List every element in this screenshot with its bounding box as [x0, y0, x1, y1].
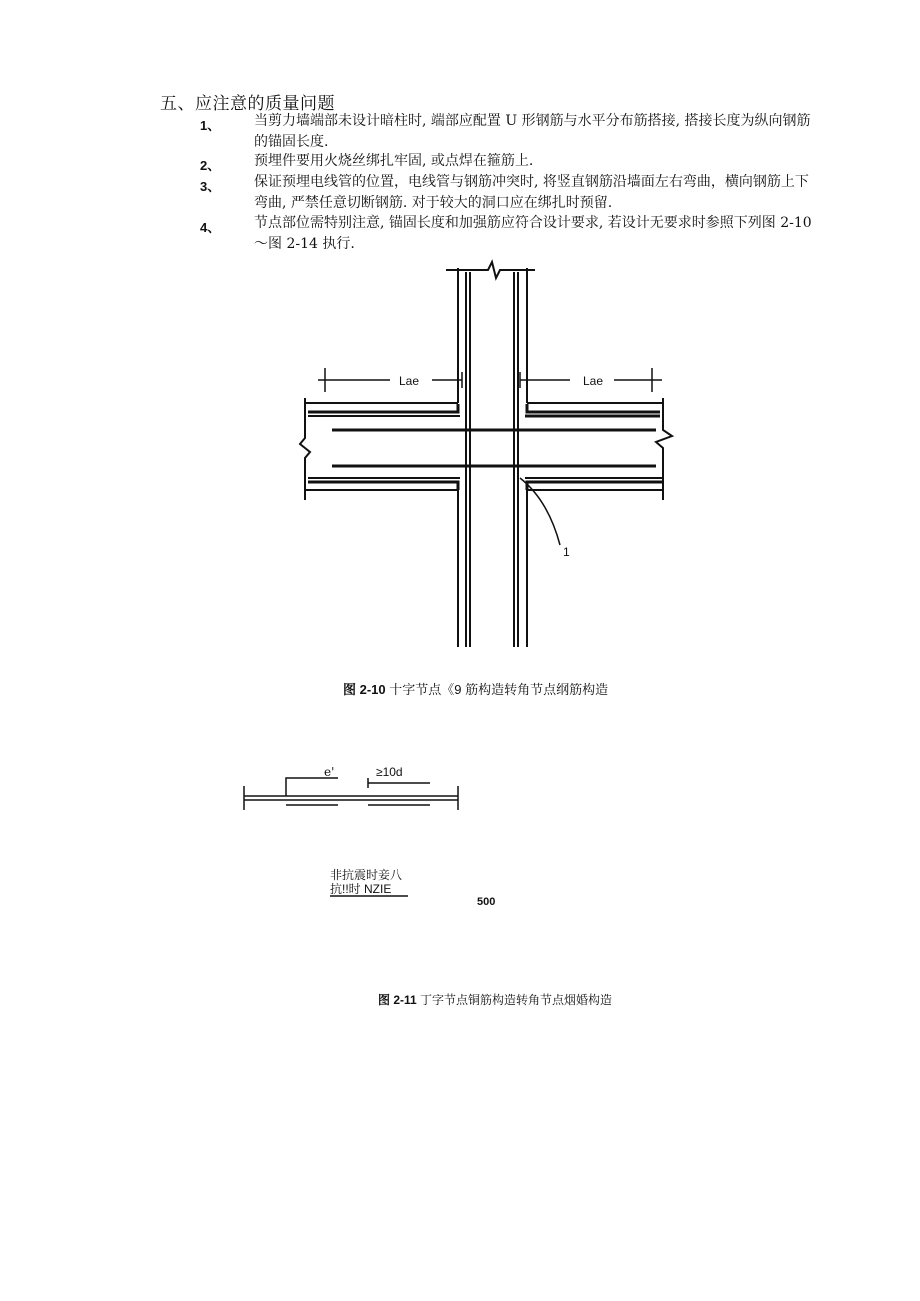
figure2-caption-number: 图 2-11 — [378, 993, 417, 1007]
figure2-note-line2: 抗!!时 NZIE — [330, 882, 392, 896]
item-number-1: 1、 — [200, 118, 221, 133]
figure2-note-line1: 非抗震时妾八 — [330, 868, 403, 882]
figure1-label-lae-right: Lae — [583, 374, 604, 388]
item-number-4: 4、 — [200, 220, 221, 235]
section-heading: 五、应注意的质量问题 — [160, 94, 335, 114]
item-text-3: 保证预埋电线管的位置，电线管与钢筋冲突时, 将竖直钢筋沿墙面左右弯曲，横向钢筋上下弯曲, 严禁任意切断钢筋. 对于较大的洞口应在绑扎时预留. — [254, 174, 809, 211]
figure2-label-10d: ≥10d — [376, 765, 403, 779]
item-text-4: 节点部位需特别注意, 锚固长度和加强筋应符合设计要求, 若设计无要求时参照下列图 2-10～图 2-14 执行. — [254, 215, 812, 252]
figure2-caption — [378, 991, 612, 1008]
item-text-2: 预埋件要用火烧丝绑扎牢固, 或点焊在箍筋上. — [254, 153, 534, 169]
figure2-caption-text: 丁字节点铜筋构造转角节点烟婚构造 — [420, 993, 613, 1007]
figure1-callout-1: 1 — [563, 545, 570, 559]
item-number-3: 3、 — [200, 179, 221, 194]
figure2-note-value: 500 — [477, 896, 496, 908]
figure1-label-lae-left: Lae — [399, 374, 420, 388]
item-text-1: 当剪力墙端部未设计暗柱时, 端部应配置 U 形钢筋与水平分布筋搭接, 搭接长度为纵向钢筋的锚固长度. — [254, 113, 811, 150]
figure2-label-e: e' — [324, 765, 335, 779]
item-number-2: 2、 — [200, 158, 221, 173]
figure1-caption-number: 图 2-10 — [343, 682, 386, 697]
figure1-caption-text: 十字节点《9 筋构造转角节点纲筋构造 — [389, 682, 609, 697]
